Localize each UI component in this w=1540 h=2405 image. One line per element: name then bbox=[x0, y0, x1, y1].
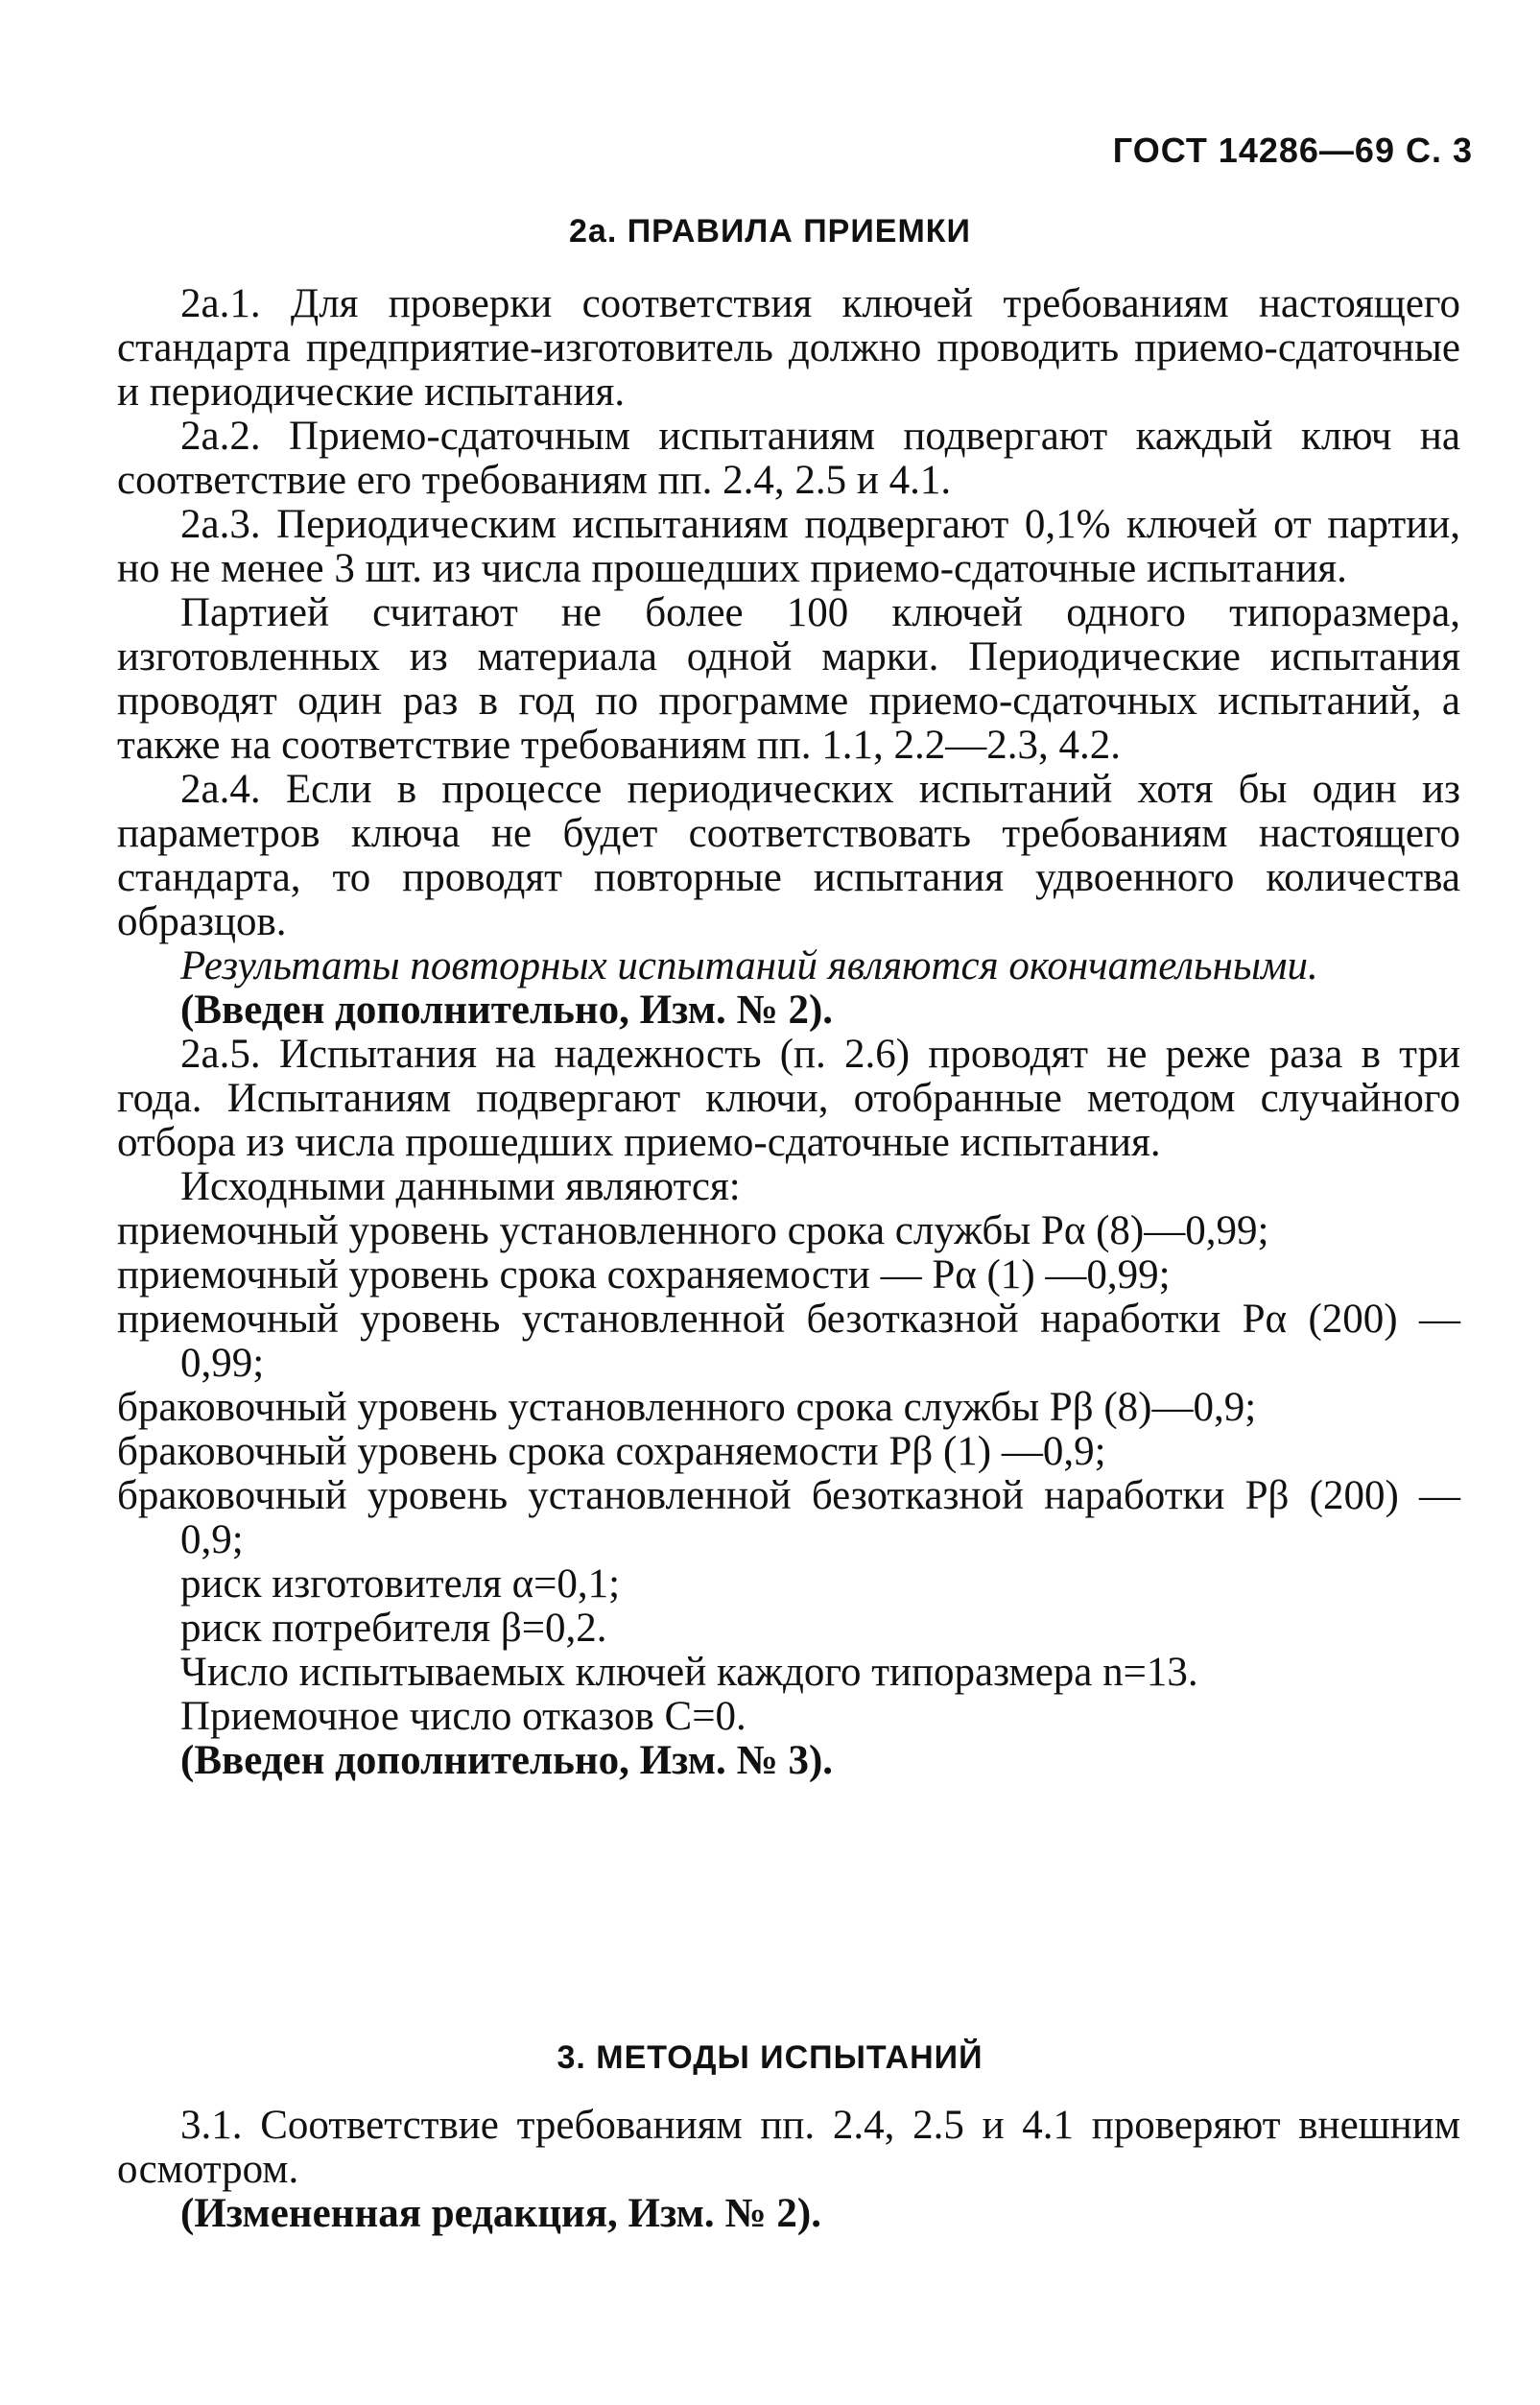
section-3-body bbox=[117, 2104, 1460, 2236]
section-3-title: 3. МЕТОДЫ ИСПЫТАНИЙ bbox=[557, 2039, 983, 2076]
clause-2a-4: 2а.4. Если в процессе периодических испытаний хотя бы один из параметров ключа не будет соответствовать требованиям настоящего стандарта, то проводят повторные испытания удвоенного количества образцов. bbox=[117, 767, 1460, 944]
clause-3-1: 3.1. Соответствие требованиям пп. 2.4, 2.5 и 4.1 проверяют внешним осмотром. bbox=[117, 2103, 1460, 2192]
clause-2a-1: 2а.1. Для проверки соответствия ключей требованиям настоящего стандарта предприятие-изготовитель должно проводить приемо-сдаточные и периодические испытания. bbox=[117, 281, 1460, 415]
sample-size: Число испытываемых ключей каждого типоразмера n=13. bbox=[180, 1650, 1198, 1695]
section-2a-body bbox=[117, 282, 1460, 1783]
reliability-param: приемочный уровень установленного срока службы Pα (8)—0,99; bbox=[117, 1208, 1269, 1253]
repeat-test-note: Результаты повторных испытаний являются окончательными. bbox=[180, 943, 1318, 988]
standard-header: ГОСТ 14286—69 С. 3 bbox=[1112, 131, 1473, 170]
clause-2a-5: 2а.5. Испытания на надежность (п. 2.6) проводят не реже раза в три года. Испытаниям подвергают ключи, отобранные методом случайного отбора из числа прошедших приемо-сдаточные испытания. bbox=[117, 1032, 1460, 1165]
batch-definition: Партией считают не более 100 ключей одного типоразмера, изготовленных из материала одной марки. Периодические испытания проводят один раз в год по программе приемо-сдаточных испытаний, а также на соответствие требованиям пп. 1.1, 2.2—2.3, 4.2. bbox=[117, 590, 1460, 768]
section-2a-title: 2а. ПРАВИЛА ПРИЕМКИ bbox=[569, 213, 971, 250]
reliability-param: браковочный уровень установленной безотказной наработки Pβ (200) — 0,9; bbox=[117, 1473, 1460, 1562]
clause-2a-3: 2а.3. Периодическим испытаниям подвергают 0,1% ключей от партии, но не менее 3 шт. из числа прошедших приемо-сдаточные испытания. bbox=[117, 502, 1460, 591]
amendment-note-2: (Введен дополнительно, Изм. № 2). bbox=[180, 988, 834, 1033]
reliability-param: приемочный уровень срока сохраняемости — Pα (1) —0,99; bbox=[117, 1252, 1171, 1298]
manufacturer-risk: риск изготовителя α=0,1; bbox=[180, 1561, 621, 1607]
reliability-param: приемочный уровень установленной безотказной наработки Pα (200) — 0,99; bbox=[117, 1297, 1460, 1386]
clause-2a-2: 2а.2. Приемо-сдаточным испытаниям подвергают каждый ключ на соответствие его требованиям пп. 2.4, 2.5 и 4.1. bbox=[117, 414, 1460, 503]
acceptance-number: Приемочное число отказов C=0. bbox=[180, 1694, 746, 1739]
amendment-note-3: (Введен дополнительно, Изм. № 3). bbox=[180, 1738, 834, 1783]
reliability-param: браковочный уровень установленного срока службы Pβ (8)—0,9; bbox=[117, 1385, 1257, 1430]
reliability-param: браковочный уровень срока сохраняемости Pβ (1) —0,9; bbox=[117, 1429, 1106, 1474]
amendment-note-revised: (Измененная редакция, Изм. № 2). bbox=[180, 2191, 821, 2236]
initial-data-heading: Исходными данными являются: bbox=[180, 1164, 741, 1209]
consumer-risk: риск потребителя β=0,2. bbox=[180, 1606, 607, 1651]
